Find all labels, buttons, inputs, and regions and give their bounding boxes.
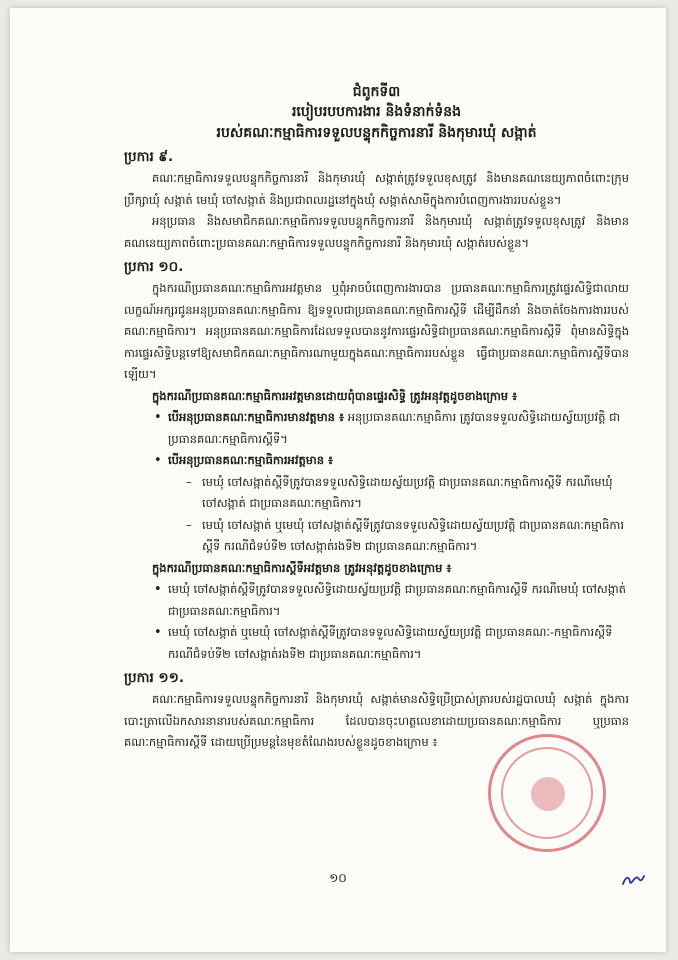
page-content	[124, 82, 629, 754]
list-item: • មេឃុំ ចៅសង្កាត់ស្ដីទីត្រូវបានទទួលសិទ្ធិដោយស្វ័យប្រវត្តិ ជាប្រធានគណៈកម្មាធិការស្ដីទី ករណីមេឃុំ ចៅសង្កាត់ ជាប្រធានគណៈកម្មាធិការ។	[152, 579, 629, 622]
article-10-case-1-list	[124, 407, 629, 558]
article-10-title: ប្រការ ១០.	[124, 259, 184, 275]
chapter-title: របៀបរបបការងារ និងទំនាក់ទំនង	[291, 104, 461, 120]
chapter-subtitle: របស់គណៈកម្មាធិការទទួលបន្ទុកកិច្ចការនារី និងកុមារឃុំ សង្កាត់	[216, 125, 537, 141]
list-item	[152, 407, 629, 450]
chapter-number: ជំពូកទី៣	[352, 84, 401, 100]
article-10-case-2-list	[124, 579, 629, 665]
official-seal-stamp	[488, 734, 606, 852]
article-11-paragraph-1: គណៈកម្មាធិការទទួលបន្ទុកកិច្ចការនារី និងកុមារឃុំ សង្កាត់មានសិទ្ធិប្រើប្រាស់ត្រារបស់រដ្ឋបាលឃុំ សង្កាត់ ក្នុងការបោះត្រាលើឯកសារនានារបស់គណៈកម្មាធិការ ដែលបានចុះហត្ថលេខាដោយប្រធានគណៈកម្មាធិការ ឬប្រធានគណៈកម្មាធិការស្ដីទី ដោយប្រើប្រមន្តនៃមុខតំណែងរបស់ខ្លួនដូចខាងក្រោម ៖	[124, 692, 629, 749]
article-9-title: ប្រការ ៩.	[124, 149, 174, 165]
chapter-heading	[124, 82, 629, 144]
sub-list-item: – មេឃុំ ចៅសង្កាត់ ឬមេឃុំ ចៅសង្កាត់ស្ដីទីត្រូវបានទទួលសិទ្ធិដោយស្វ័យប្រវត្តិ ជាប្រធានគណៈកម្មាធិការស្ដីទី ករណីជំទប់ទី២ ចៅសង្កាត់រងទី២ ជាប្រធានគណៈកម្មាធិការ។	[186, 515, 629, 558]
list-item	[152, 450, 629, 558]
article-9-paragraph-1: គណៈកម្មាធិការទទួលបន្ទុកកិច្ចការនារី និងកុមារឃុំ សង្កាត់ត្រូវទទួលខុសត្រូវ និងមានគណនេយ្យភាពចំពោះក្រុមប្រឹក្សាឃុំ សង្កាត់ មេឃុំ ចៅសង្កាត់ និងប្រជាពលរដ្ឋនៅក្នុងឃុំ សង្កាត់សាមីក្នុងការបំពេញការងាររបស់ខ្លួន។	[124, 171, 629, 207]
article-9-paragraph-2: អនុប្រធាន និងសមាជិកគណៈកម្មាធិការទទួលបន្ទុកកិច្ចការនារី និងកុមារឃុំ សង្កាត់ត្រូវទទួលខុសត្រូវ និងមានគណនេយ្យភាពចំពោះប្រធានគណៈកម្មាធិការទទួលបន្ទុកកិច្ចការនារី និងកុមារឃុំ សង្កាត់របស់ខ្លួន។	[124, 214, 629, 250]
bullet-label: បើអនុប្រធានគណៈកម្មាធិការអវត្តមាន ៖	[168, 453, 334, 467]
article-10-case-1-heading: ក្នុងករណីប្រធានគណៈកម្មាធិការអវត្តមានដោយពុំបានផ្ទេរសិទ្ធិ ត្រូវអនុវត្តដូចខាងក្រោម ៖	[152, 388, 518, 403]
sub-list-item: – មេឃុំ ចៅសង្កាត់ស្ដីទីត្រូវបានទទួលសិទ្ធិដោយស្វ័យប្រវត្តិ ជាប្រធានគណៈកម្មាធិការស្ដីទី ករណីមេឃុំ ចៅសង្កាត់ ជាប្រធានគណៈកម្មាធិការ។	[186, 472, 629, 515]
page-number: ១០	[329, 871, 347, 885]
article-11-title: ប្រការ ១១.	[124, 670, 184, 686]
document-page	[10, 8, 666, 952]
bullet-text: អនុប្រធានគណៈកម្មាធិការ ត្រូវបានទទួលសិទ្ធិដោយស្វ័យប្រវត្តិ ជាប្រធានគណៈកម្មាធិការស្ដីទី។	[168, 410, 621, 446]
article-10-paragraph-1: ក្នុងករណីប្រធានគណៈកម្មាធិការអវត្តមាន ឬពុំអាចបំពេញការងារបាន ប្រធានគណៈកម្មាធិការត្រូវផ្ទេរសិទ្ធិជាលាយលក្ខណ៍អក្សរជូនអនុប្រធានគណៈកម្មាធិការ ឱ្យទទួលជាប្រធានគណៈកម្មាធិការស្ដីទី ដើម្បីដឹកនាំ និងចាត់ចែងការងាររបស់គណៈកម្មាធិការ។ អនុប្រធានគណៈកម្មាធិការដែលទទួលបាននូវការផ្ទេរសិទ្ធិជាប្រធានគណៈកម្មាធិការស្ដីទី ពុំមានសិទ្ធិក្នុងការផ្ទេរសិទ្ធិបន្តទៅឱ្យសមាជិកគណៈកម្មាធិការណាមួយក្នុងគណៈកម្មាធិការរបស់ខ្លួន ធ្វើជាប្រធានគណៈកម្មាធិការស្ដីទីបានឡើយ។	[124, 281, 629, 381]
sub-list	[168, 472, 629, 558]
list-item: • មេឃុំ ចៅសង្កាត់ ឬមេឃុំ ចៅសង្កាត់ស្ដីទីត្រូវបានទទួលសិទ្ធិដោយស្វ័យប្រវត្តិ ជាប្រធានគណៈ-កម្មាធិការស្ដីទី ករណីជំទប់ទី២ ចៅសង្កាត់រងទី២ ជាប្រធានគណៈកម្មាធិការ។	[152, 622, 629, 665]
article-10-case-2-heading: ក្នុងករណីប្រធានគណៈកម្មាធិការស្ដីទីអវត្តមាន ត្រូវអនុវត្តដូចខាងក្រោម ៖	[152, 560, 452, 575]
bullet-label: បើអនុប្រធានគណៈកម្មាធិការមានវត្តមាន ៖	[168, 410, 345, 424]
initials-signature-icon	[620, 872, 646, 888]
